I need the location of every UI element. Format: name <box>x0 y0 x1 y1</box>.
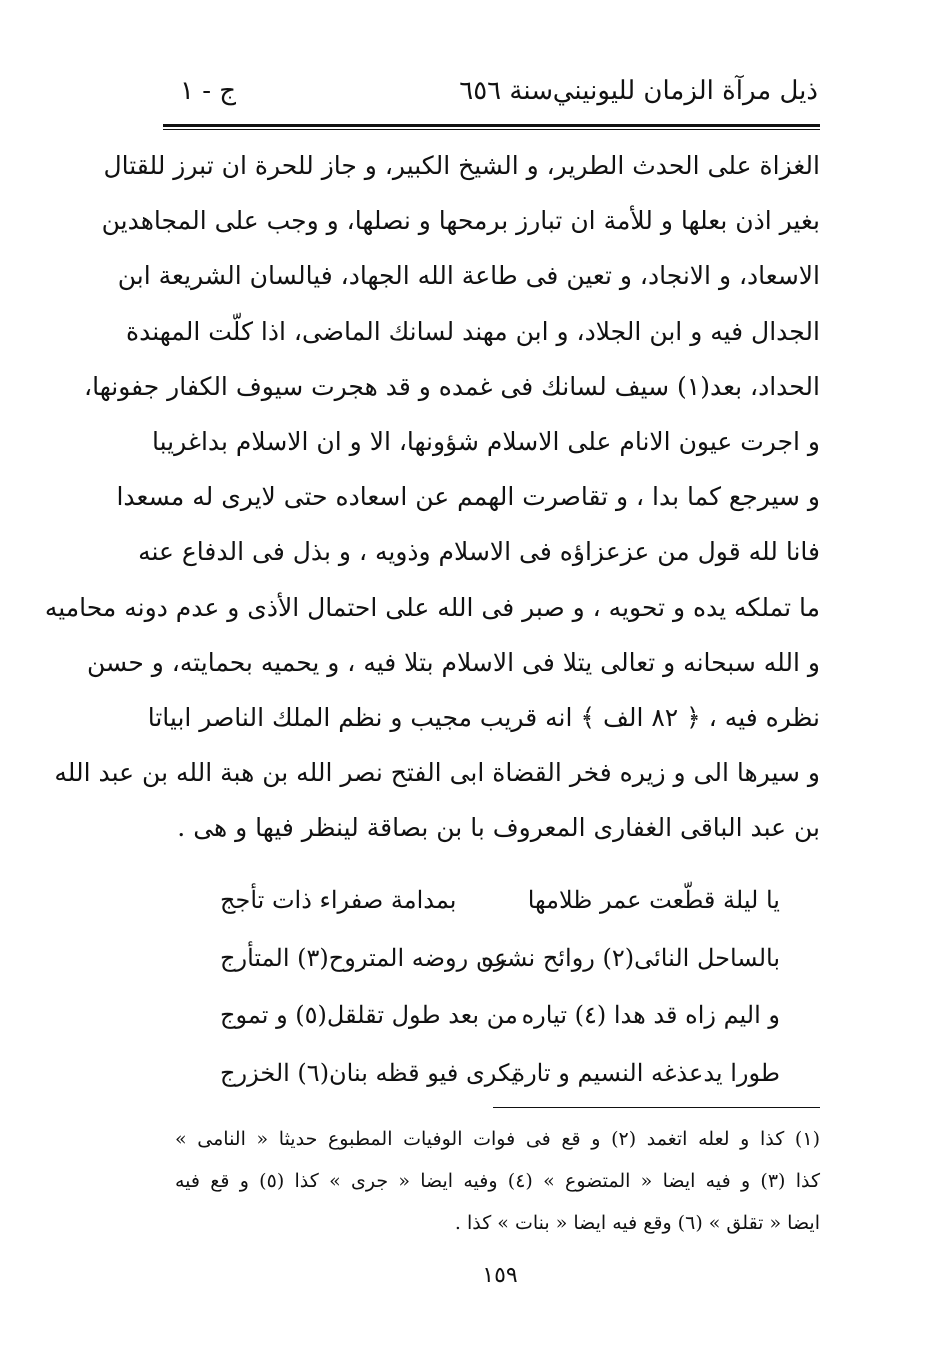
footnote-line: كذا (٣) و فيه ايضا « المتضوع » (٤) وفيه ايضا « جرى » كذا (٥) و قع فيه <box>175 1170 821 1192</box>
verse-first-hemistich: يا ليلة قطّعت عمر ظلامها <box>527 886 780 914</box>
body-line: الاسعاد، و الانجاد، و تعين فى طاعة الله الجهاد، فيالسان الشريعة ابن <box>117 261 820 291</box>
verse-second-hemistich: عن روضه المتروح(٣) المتأرج <box>220 943 509 972</box>
verse-first-hemistich: و اليم زاه قد هدا (٤) تياره <box>521 1001 780 1029</box>
body-line: و سيرها الى و زيره فخر القضاة ابى الفتح نصر الله بن هبة الله بن عبد الله <box>54 758 820 788</box>
page-number: ١٥٩ <box>482 1263 518 1288</box>
footnote-line: ايضا « تقلق » (٦) وقع فيه ايضا « بنات » كذا . <box>454 1212 820 1234</box>
volume-label: ج - ١ <box>180 76 237 106</box>
footnote-line: (١) كذا و لعله اتغمد (٢) و قع فى فوات الوفيات المطبوع حديثا « النامى » <box>175 1128 820 1150</box>
body-line: بن عبد الباقى الغفارى المعروف با بن بصاقة لينظر فيها و هى . <box>177 813 820 843</box>
body-line: الغزاة على الحدث الطرير، و الشيخ الكبير، و جاز للحرة ان تبرز للقتال <box>103 151 820 180</box>
running-header <box>180 70 818 120</box>
verse-first-hemistich: طورا يدعذغه النسيم و تارة <box>512 1058 780 1087</box>
poem-verse <box>175 872 820 930</box>
body-text <box>44 138 820 855</box>
verse-second-hemistich: بمدامة صفراء ذات تأجج <box>220 886 457 914</box>
book-title: ذيل مرآة الزمان لليونيني <box>552 76 818 106</box>
verse-first-hemistich: بالساحل النائى(٢) روائح نشره <box>481 943 780 972</box>
poem-verse <box>175 930 820 988</box>
body-line: الحداد، بعد(١) سيف لسانك فى غمده و قد هجرت سيوف الكفار جفونها، <box>84 371 820 401</box>
footnote-rule <box>493 1107 820 1108</box>
footnotes <box>175 1118 820 1244</box>
body-line: الجدال فيه و ابن الجلاد، و ابن مهند لسانك الماضى، اذا كلّت المهندة <box>126 316 820 346</box>
body-line: ما تملكه يده و تحويه ، و صبر فى الله على احتمال الأذى و عدم دونه محاميه <box>44 592 820 622</box>
header-rule-thick <box>163 124 820 127</box>
poem <box>175 872 820 1102</box>
body-line: و اجرت عيون الانام على الاسلام شؤونها، الا و ان الاسلام بداغريبا <box>151 426 820 456</box>
body-line: و سيرجع كما بدا ، و تقاصرت الهمم عن اسعاده حتى لايرى له مسعدا <box>116 482 820 512</box>
header-rule-thin <box>163 129 820 130</box>
body-line: و الله سبحانه و تعالى يتلا فى الاسلام بتلا فيه ، و يحميه بحمايته، و حسن <box>87 647 820 677</box>
body-line: نظره فيه ، ﴿ ٨٢ الف ﴾ انه قريب مجيب و نظم الملك الناصر ابياتا <box>147 702 820 732</box>
body-line: بغير اذن بعلها و للأمة ان تبارز برمحها و نصلها، و وجب على المجاهدين <box>101 206 820 236</box>
poem-verse <box>175 987 820 1045</box>
year-label: سنة ٦٥٦ <box>459 76 553 106</box>
verse-second-hemistich: من بعد طول تقلقل(٥) و تموج <box>220 1001 518 1029</box>
poem-verse <box>175 1045 820 1103</box>
verse-second-hemistich: يكرى فيو قظه بنان(٦) الخزرج <box>220 1058 518 1087</box>
body-line: فانا لله قول من عزعزاؤه فى الاسلام وذويه ، و بذل فى الدفاع عنه <box>138 537 820 567</box>
